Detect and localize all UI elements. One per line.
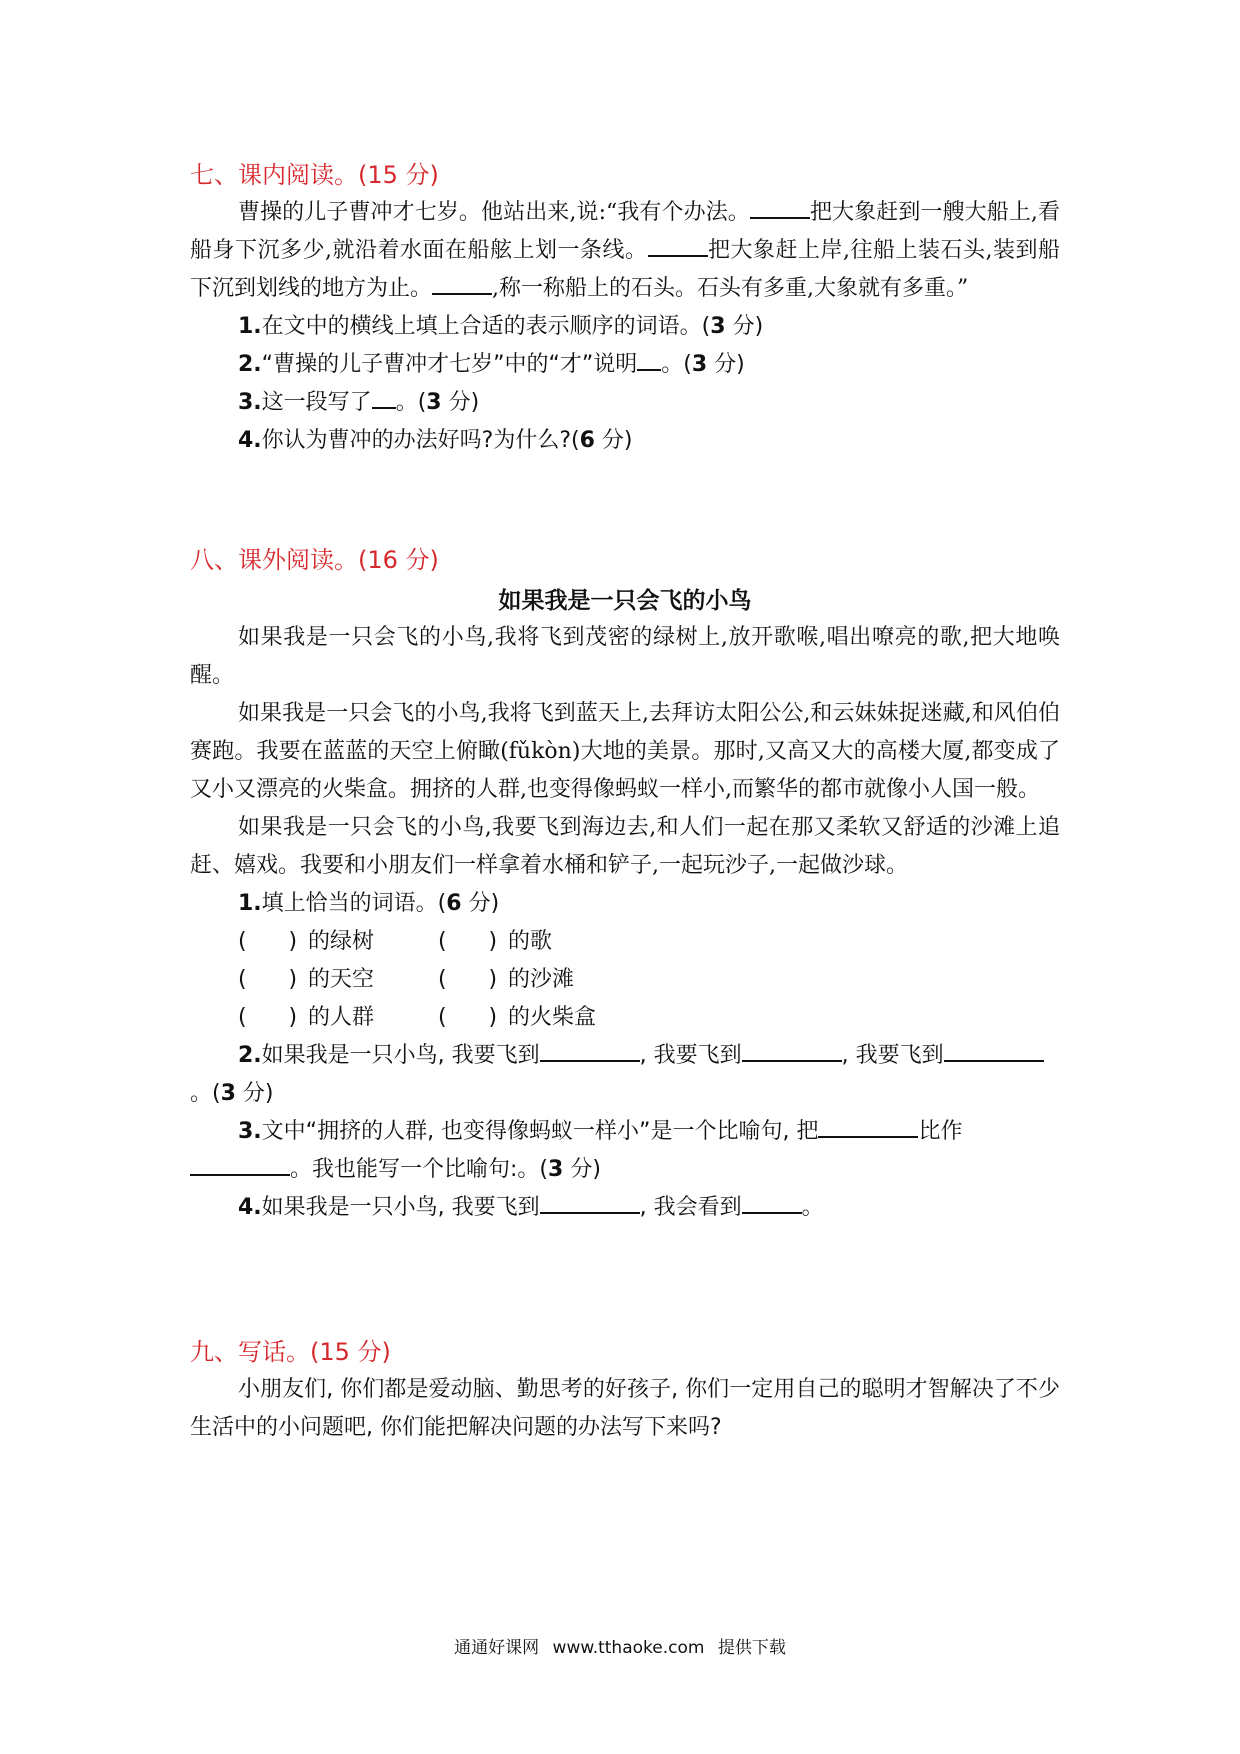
footer-site-name: 通通好课网 bbox=[454, 1638, 540, 1658]
answer-blank[interactable] bbox=[750, 195, 810, 219]
footer-url[interactable]: www.tthaoke.com bbox=[552, 1638, 705, 1658]
fill-item bbox=[438, 923, 638, 961]
passage-paragraph-2: 如果我是一只会飞的小鸟,我将飞到蓝天上,去拜访太阳公公,和云妹妹捉迷藏,和风伯伯赛跑。我要在蓝蓝的天空上俯瞰(fǔkòn)大地的美景。那时,又高又大的高楼大厦,都变成了又小又漂亮的火柴盒。拥挤的人群,也变得像蚂蚁一样小,而繁华的都市就像小人国一般。 bbox=[190, 701, 1060, 802]
fill-item bbox=[438, 961, 638, 999]
question-number: 4. bbox=[238, 428, 262, 453]
paren-blank[interactable]: ( ) bbox=[238, 1005, 298, 1030]
passage-text: ,称一称船上的石头。石头有多重,大象就有多重。” bbox=[492, 276, 969, 301]
paren-blank[interactable]: ( ) bbox=[438, 1005, 498, 1030]
passage-text: 把大象赶到一艘大船上,看船身下沉多少,就沿着水面在船舷上划一条线。 bbox=[190, 200, 1060, 263]
points: 3 bbox=[691, 352, 708, 377]
question-number: 2. bbox=[238, 1043, 262, 1068]
question-text: 文中“拥挤的人群, 也变得像蚂蚁一样小”是一个比喻句, 把 bbox=[261, 1119, 819, 1144]
question-text: 填上恰当的词语。( bbox=[261, 891, 447, 916]
paren-blank[interactable]: ( ) bbox=[438, 967, 498, 992]
fill-item bbox=[438, 999, 638, 1037]
fill-word: 的人群 bbox=[308, 1005, 375, 1030]
answer-blank[interactable] bbox=[637, 347, 661, 371]
question-text: 分) bbox=[714, 352, 745, 377]
fill-word: 的歌 bbox=[508, 929, 553, 954]
points: 6 bbox=[579, 428, 595, 453]
fill-word: 的沙滩 bbox=[508, 967, 575, 992]
question-text: 比作 bbox=[918, 1119, 963, 1144]
question-number: 1. bbox=[238, 314, 262, 339]
answer-blank[interactable] bbox=[540, 1038, 640, 1062]
answer-blank[interactable] bbox=[540, 1190, 640, 1214]
question-text: 这一段写了 bbox=[261, 390, 372, 415]
answer-blank[interactable] bbox=[432, 271, 492, 295]
question-text: 分) bbox=[448, 390, 480, 415]
passage-text: 把大象赶上岸,往船上装石头,装到船下沉到划线的地方为止。 bbox=[190, 238, 1060, 301]
section-7 bbox=[190, 160, 1060, 460]
answer-blank[interactable] bbox=[648, 233, 708, 257]
question-text: 你认为曹冲的办法好吗?为什么?( bbox=[261, 428, 580, 453]
question-text: 如果我是一只小鸟, 我要飞到 bbox=[261, 1043, 540, 1068]
question-text: 分) bbox=[732, 314, 764, 339]
fill-word: 的天空 bbox=[308, 967, 375, 992]
question-text: 如果我是一只小鸟, 我要飞到 bbox=[261, 1195, 540, 1220]
question-text: 。 bbox=[801, 1195, 824, 1220]
question-number: 3. bbox=[238, 1119, 262, 1144]
answer-blank[interactable] bbox=[944, 1038, 1044, 1062]
fill-word: 的绿树 bbox=[308, 929, 375, 954]
question-7-1 bbox=[190, 308, 1060, 346]
section-7-heading: 七、课内阅读。(15 分) bbox=[190, 161, 439, 189]
question-text: , 我要飞到 bbox=[841, 1043, 944, 1068]
question-text: 。( bbox=[661, 352, 692, 377]
answer-blank[interactable] bbox=[372, 385, 396, 409]
passage-title: 如果我是一只会飞的小鸟 bbox=[498, 588, 752, 614]
section-8-heading: 八、课外阅读。(16 分) bbox=[190, 546, 439, 574]
fill-word: 的火柴盒 bbox=[508, 1005, 597, 1030]
question-text: 分) bbox=[570, 1157, 601, 1182]
question-number: 3. bbox=[238, 390, 262, 415]
fill-item bbox=[238, 923, 438, 961]
section-7-passage bbox=[190, 194, 1060, 308]
paren-blank[interactable]: ( ) bbox=[238, 967, 298, 992]
answer-blank[interactable] bbox=[818, 1114, 918, 1138]
footer-note: 提供下载 bbox=[717, 1638, 786, 1658]
question-text: 。( bbox=[190, 1081, 221, 1106]
question-number: 2. bbox=[238, 352, 262, 377]
paren-blank[interactable]: ( ) bbox=[238, 929, 298, 954]
answer-blank[interactable] bbox=[190, 1152, 290, 1176]
page-footer bbox=[0, 1633, 1240, 1658]
question-8-4 bbox=[190, 1189, 1060, 1227]
passage-paragraph-3: 如果我是一只会飞的小鸟,我要飞到海边去,和人们一起在那又柔软又舒适的沙滩上追赶、嬉戏。我要和小朋友们一样拿着水桶和铲子,一起玩沙子,一起做沙球。 bbox=[190, 815, 1060, 878]
answer-blank[interactable] bbox=[742, 1038, 842, 1062]
question-text: 在文中的横线上填上合适的表示顺序的词语。( bbox=[261, 314, 711, 339]
section-8 bbox=[190, 545, 1060, 1227]
paren-blank[interactable]: ( ) bbox=[438, 929, 498, 954]
passage-text: 曹操的儿子曹冲才七岁。他站出来,说:“我有个办法。 bbox=[238, 200, 750, 225]
question-8-2 bbox=[190, 1037, 1060, 1113]
question-text: 分) bbox=[242, 1081, 274, 1106]
points: 3 bbox=[220, 1081, 236, 1106]
question-text: 分) bbox=[601, 428, 633, 453]
points: 6 bbox=[446, 891, 462, 916]
question-text: “曹操的儿子曹冲才七岁”中的“才”说明 bbox=[261, 352, 638, 377]
points: 3 bbox=[548, 1157, 564, 1182]
section-9 bbox=[190, 1337, 1060, 1447]
question-text: , 我会看到 bbox=[639, 1195, 742, 1220]
question-text: 分) bbox=[468, 891, 500, 916]
writing-prompt: 小朋友们, 你们都是爱动脑、勤思考的好孩子, 你们一定用自己的聪明才智解决了不少生活中的小问题吧, 你们能把解决问题的办法写下来吗? bbox=[190, 1377, 1060, 1440]
points: 3 bbox=[426, 390, 442, 415]
question-number: 4. bbox=[238, 1195, 262, 1220]
question-number: 1. bbox=[238, 891, 262, 916]
fill-item bbox=[238, 999, 438, 1037]
fill-item bbox=[238, 961, 438, 999]
question-8-3 bbox=[190, 1113, 1060, 1189]
section-9-heading: 九、写话。(15 分) bbox=[190, 1338, 391, 1366]
question-7-4 bbox=[190, 422, 1060, 460]
answer-blank[interactable] bbox=[742, 1190, 802, 1214]
points: 3 bbox=[710, 314, 726, 339]
question-8-1 bbox=[190, 885, 1060, 923]
fill-in-words-grid bbox=[190, 923, 1060, 1037]
question-text: 。我也能写一个比喻句:。( bbox=[290, 1157, 548, 1182]
question-7-3 bbox=[190, 384, 1060, 422]
question-text: , 我要飞到 bbox=[639, 1043, 742, 1068]
question-7-2 bbox=[190, 346, 1060, 384]
question-text: 。( bbox=[395, 390, 427, 415]
passage-paragraph-1: 如果我是一只会飞的小鸟,我将飞到茂密的绿树上,放开歌喉,唱出嘹亮的歌,把大地唤醒。 bbox=[190, 625, 1060, 688]
